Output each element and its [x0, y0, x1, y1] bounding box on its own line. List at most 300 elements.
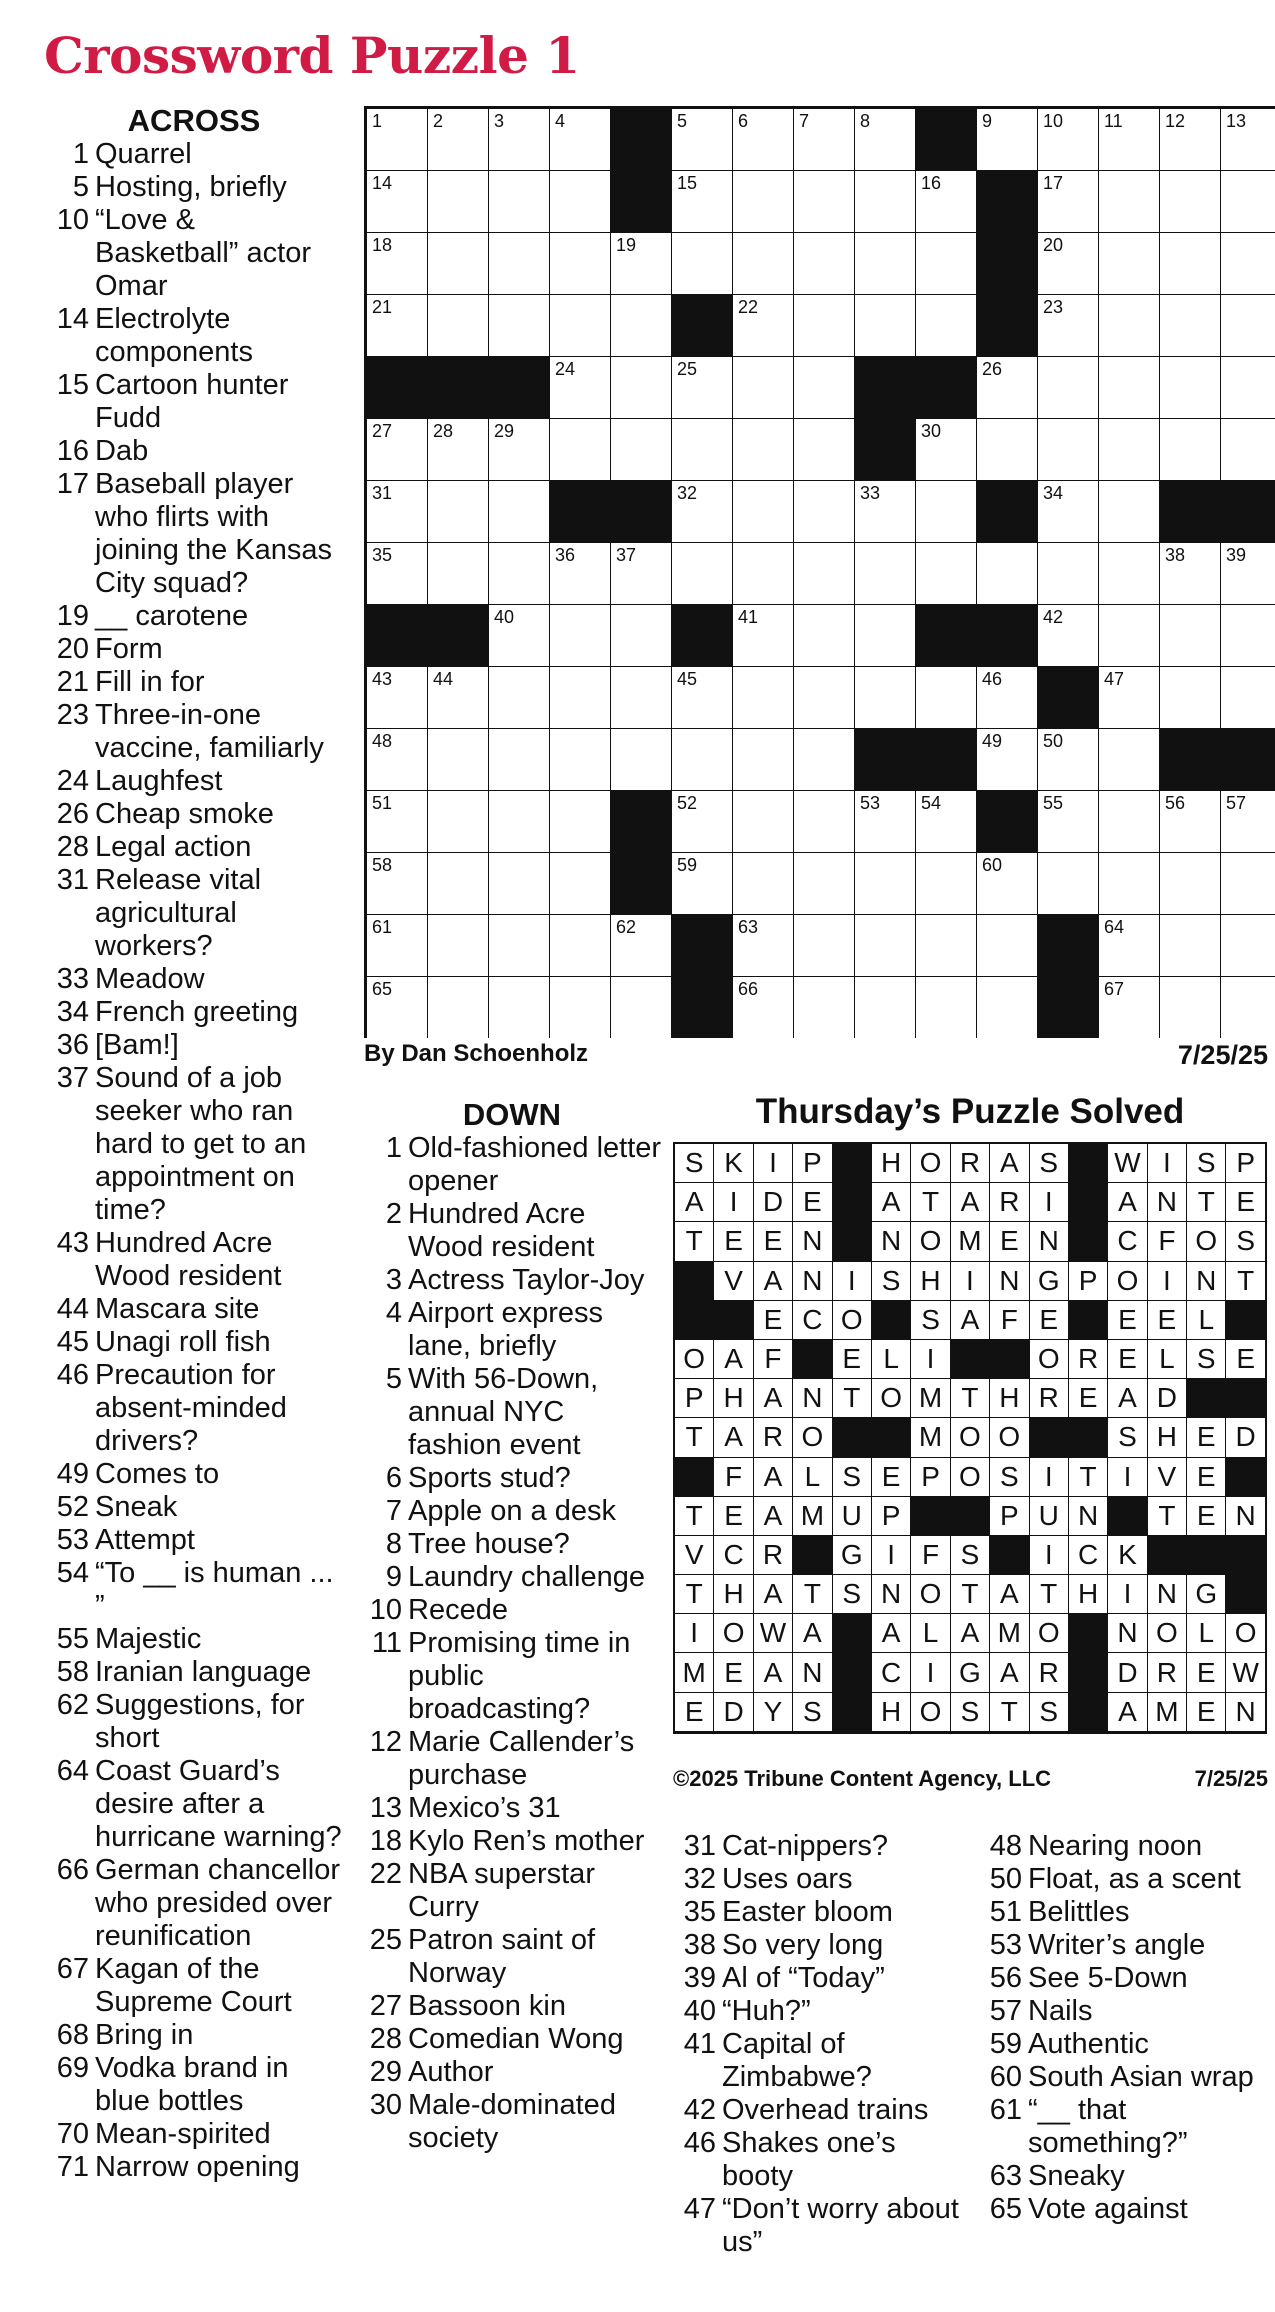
grid-cell[interactable]	[794, 853, 854, 914]
grid-cell[interactable]	[611, 295, 671, 356]
grid-cell[interactable]	[855, 977, 915, 1038]
grid-cell[interactable]	[794, 171, 854, 232]
grid-cell[interactable]	[672, 853, 732, 914]
grid-cell[interactable]	[428, 667, 488, 728]
grid-cell[interactable]	[428, 233, 488, 294]
grid-cell[interactable]	[550, 543, 610, 604]
grid-cell[interactable]	[733, 109, 793, 170]
clue-text: Overhead trains	[722, 2094, 929, 2126]
grid-cell[interactable]	[916, 853, 976, 914]
grid-cell[interactable]	[794, 791, 854, 852]
solution-cell: E	[1187, 1458, 1225, 1496]
solution-block	[833, 1144, 871, 1182]
grid-cell[interactable]	[1099, 915, 1159, 976]
grid-cell[interactable]	[1221, 357, 1275, 418]
grid-cell[interactable]	[428, 729, 488, 790]
grid-cell[interactable]	[855, 543, 915, 604]
clue-text: Form	[95, 633, 163, 665]
grid-cell[interactable]	[1038, 295, 1098, 356]
grid-cell[interactable]	[489, 233, 549, 294]
grid-cell[interactable]	[733, 605, 793, 666]
grid-cell[interactable]	[489, 977, 549, 1038]
grid-cell[interactable]	[1099, 605, 1159, 666]
grid-cell[interactable]	[855, 915, 915, 976]
grid-cell[interactable]	[367, 915, 427, 976]
grid-cell[interactable]	[855, 605, 915, 666]
solution-block	[990, 1340, 1028, 1378]
solution-cell: S	[793, 1693, 831, 1731]
grid-cell[interactable]	[367, 109, 427, 170]
solution-cell: G	[1187, 1575, 1225, 1613]
grid-cell[interactable]	[1038, 543, 1098, 604]
cell-number: 58	[372, 855, 393, 875]
grid-cell[interactable]	[1099, 791, 1159, 852]
grid-cell[interactable]	[550, 171, 610, 232]
grid-cell[interactable]	[855, 171, 915, 232]
grid-cell[interactable]	[733, 667, 793, 728]
solution-cell: A	[1108, 1183, 1146, 1221]
cell-number: 15	[677, 173, 698, 193]
grid-cell[interactable]	[1160, 295, 1220, 356]
clue-text: Fill in for	[95, 666, 205, 698]
grid-cell[interactable]	[428, 109, 488, 170]
clue-text: So very long	[722, 1929, 884, 1961]
grid-cell[interactable]	[367, 791, 427, 852]
solution-cell: K	[1108, 1536, 1146, 1574]
grid-cell[interactable]	[1221, 853, 1275, 914]
grid-cell[interactable]	[855, 109, 915, 170]
grid-cell[interactable]	[550, 915, 610, 976]
solution-cell: E	[1148, 1301, 1186, 1339]
grid-cell[interactable]	[550, 233, 610, 294]
clue-text: Authentic	[1028, 2028, 1149, 2060]
grid-cell[interactable]	[1099, 233, 1159, 294]
solution-block	[872, 1418, 910, 1456]
grid-cell[interactable]	[1038, 171, 1098, 232]
clue-text: Meadow	[95, 963, 205, 995]
grid-cell[interactable]	[1221, 295, 1275, 356]
cell-number: 53	[860, 793, 881, 813]
clue-text: __ carotene	[95, 600, 249, 632]
clue-text: Legal action	[95, 831, 252, 863]
down-clue-63	[980, 2160, 1274, 2193]
cell-number: 37	[616, 545, 637, 565]
solution-block	[990, 1536, 1028, 1574]
grid-cell[interactable]	[611, 543, 671, 604]
cell-number: 55	[1043, 793, 1064, 813]
grid-cell[interactable]	[1099, 729, 1159, 790]
grid-cell[interactable]	[1160, 419, 1220, 480]
grid-cell[interactable]	[1160, 915, 1220, 976]
grid-cell[interactable]	[550, 109, 610, 170]
grid-cell[interactable]	[1038, 791, 1098, 852]
grid-cell[interactable]	[672, 667, 732, 728]
grid-cell[interactable]	[489, 729, 549, 790]
grid-cell[interactable]	[489, 915, 549, 976]
grid-cell[interactable]	[428, 977, 488, 1038]
grid-cell[interactable]	[1038, 605, 1098, 666]
solution-cell: H	[1148, 1418, 1186, 1456]
grid-cell[interactable]	[1099, 357, 1159, 418]
grid-cell[interactable]	[611, 729, 671, 790]
grid-cell[interactable]	[733, 295, 793, 356]
grid-cell[interactable]	[611, 915, 671, 976]
grid-cell[interactable]	[672, 171, 732, 232]
clue-number: 1	[72, 138, 89, 170]
grid-cell[interactable]	[672, 357, 732, 418]
solution-cell: M	[911, 1418, 949, 1456]
grid-cell[interactable]	[794, 233, 854, 294]
grid-cell[interactable]	[916, 171, 976, 232]
across-clue-55	[44, 1623, 344, 1656]
grid-cell[interactable]	[1221, 915, 1275, 976]
grid-cell[interactable]	[733, 171, 793, 232]
grid-cell[interactable]	[1038, 729, 1098, 790]
grid-cell[interactable]	[672, 791, 732, 852]
grid-cell[interactable]	[1221, 977, 1275, 1038]
clue-text: Attempt	[95, 1524, 195, 1556]
across-clue-list	[44, 138, 344, 2184]
grid-cell[interactable]	[550, 729, 610, 790]
grid-cell[interactable]	[550, 295, 610, 356]
grid-cell[interactable]	[977, 667, 1037, 728]
cell-number: 5	[677, 111, 688, 131]
solution-cell: H	[872, 1693, 910, 1731]
solution-cell: O	[990, 1418, 1028, 1456]
clue-number: 8	[385, 1528, 402, 1560]
cell-number: 67	[1104, 979, 1125, 999]
solution-block	[951, 1340, 989, 1378]
solution-cell: Y	[754, 1693, 792, 1731]
grid-cell[interactable]	[672, 109, 732, 170]
grid-cell[interactable]	[428, 419, 488, 480]
solution-cell: P	[793, 1144, 831, 1182]
grid-cell[interactable]	[550, 605, 610, 666]
grid-cell[interactable]	[1099, 171, 1159, 232]
grid-cell[interactable]	[489, 481, 549, 542]
clue-text: Promising time in public broadcasting?	[408, 1627, 631, 1725]
grid-cell[interactable]	[977, 977, 1037, 1038]
solution-block	[1226, 1575, 1264, 1613]
grid-cell[interactable]	[1221, 543, 1275, 604]
grid-cell[interactable]	[733, 419, 793, 480]
grid-cell[interactable]	[977, 419, 1037, 480]
grid-cell[interactable]	[855, 791, 915, 852]
grid-cell[interactable]	[550, 977, 610, 1038]
solution-cell: I	[833, 1262, 871, 1300]
grid-cell[interactable]	[1099, 109, 1159, 170]
solution-block	[714, 1301, 752, 1339]
cell-number: 33	[860, 483, 881, 503]
grid-cell[interactable]	[794, 915, 854, 976]
clue-number: 65	[989, 2193, 1022, 2225]
grid-cell[interactable]	[794, 419, 854, 480]
cell-number: 13	[1226, 111, 1247, 131]
solution-block	[1226, 1458, 1264, 1496]
grid-cell[interactable]	[672, 481, 732, 542]
grid-cell[interactable]	[1160, 605, 1220, 666]
grid-cell[interactable]	[489, 543, 549, 604]
grid-cell[interactable]	[794, 543, 854, 604]
grid-cell[interactable]	[794, 605, 854, 666]
grid-cell[interactable]	[1160, 977, 1220, 1038]
grid-cell[interactable]	[794, 667, 854, 728]
grid-cell[interactable]	[1038, 853, 1098, 914]
grid-cell[interactable]	[794, 481, 854, 542]
solution-cell: A	[951, 1614, 989, 1652]
solution-cell: E	[833, 1340, 871, 1378]
clue-text: Three-in-one vaccine, familiarly	[95, 699, 324, 764]
clue-text: Shakes one’s booty	[722, 2127, 896, 2192]
solution-cell: C	[872, 1653, 910, 1691]
grid-cell[interactable]	[1221, 419, 1275, 480]
grid-cell[interactable]	[489, 791, 549, 852]
clue-number: 57	[989, 1995, 1022, 2027]
solution-cell: A	[754, 1575, 792, 1613]
grid-cell[interactable]	[367, 853, 427, 914]
solution-cell: E	[1108, 1301, 1146, 1339]
grid-cell[interactable]	[611, 605, 671, 666]
grid-cell[interactable]	[855, 481, 915, 542]
clue-text: Precaution for absent-minded drivers?	[95, 1359, 287, 1457]
grid-cell[interactable]	[489, 605, 549, 666]
grid-cell[interactable]	[367, 295, 427, 356]
grid-cell[interactable]	[855, 233, 915, 294]
grid-cell[interactable]	[1221, 791, 1275, 852]
clue-text: Vote against	[1028, 2193, 1188, 2225]
solution-cell: U	[833, 1497, 871, 1535]
clue-text: Electrolyte components	[95, 303, 253, 368]
grid-cell[interactable]	[611, 233, 671, 294]
grid-cell[interactable]	[1038, 357, 1098, 418]
grid-cell[interactable]	[916, 915, 976, 976]
grid-cell[interactable]	[428, 791, 488, 852]
grid-cell[interactable]	[1221, 233, 1275, 294]
grid-block	[916, 605, 976, 666]
grid-cell[interactable]	[794, 729, 854, 790]
solution-cell: E	[675, 1693, 713, 1731]
grid-cell[interactable]	[367, 729, 427, 790]
clue-text: Kagan of the Supreme Court	[95, 1953, 292, 2018]
across-clue-69	[44, 2052, 344, 2118]
cell-number: 25	[677, 359, 698, 379]
grid-cell[interactable]	[794, 295, 854, 356]
clue-text: Release vital agricultural workers?	[95, 864, 262, 962]
grid-cell[interactable]	[489, 109, 549, 170]
grid-cell[interactable]	[1160, 357, 1220, 418]
clue-text: Recede	[408, 1594, 508, 1626]
grid-cell[interactable]	[672, 233, 732, 294]
solution-cell: T	[675, 1222, 713, 1260]
grid-cell[interactable]	[733, 915, 793, 976]
grid-cell[interactable]	[428, 295, 488, 356]
grid-cell[interactable]	[855, 667, 915, 728]
grid-cell[interactable]	[916, 295, 976, 356]
grid-cell[interactable]	[489, 419, 549, 480]
solution-cell: T	[675, 1418, 713, 1456]
grid-cell[interactable]	[550, 791, 610, 852]
grid-block	[550, 481, 610, 542]
grid-cell[interactable]	[611, 667, 671, 728]
cell-number: 14	[372, 173, 393, 193]
grid-cell[interactable]	[367, 233, 427, 294]
grid-cell[interactable]	[550, 419, 610, 480]
grid-cell[interactable]	[550, 357, 610, 418]
clue-text: Sneak	[95, 1491, 178, 1523]
grid-cell[interactable]	[733, 791, 793, 852]
cell-number: 24	[555, 359, 576, 379]
grid-cell[interactable]	[672, 729, 732, 790]
grid-cell[interactable]	[794, 357, 854, 418]
grid-cell[interactable]	[1099, 543, 1159, 604]
cell-number: 18	[372, 235, 393, 255]
cell-number: 54	[921, 793, 942, 813]
grid-cell[interactable]	[1160, 109, 1220, 170]
grid-cell[interactable]	[428, 171, 488, 232]
grid-cell[interactable]	[1221, 605, 1275, 666]
grid-cell[interactable]	[1221, 171, 1275, 232]
grid-cell[interactable]	[1038, 109, 1098, 170]
grid-cell[interactable]	[1099, 667, 1159, 728]
solution-cell: O	[1226, 1614, 1264, 1652]
across-clue-71	[44, 2151, 344, 2184]
grid-cell[interactable]	[733, 729, 793, 790]
grid-cell[interactable]	[1038, 481, 1098, 542]
grid-cell[interactable]	[977, 853, 1037, 914]
grid-cell[interactable]	[1099, 419, 1159, 480]
grid-cell[interactable]	[489, 667, 549, 728]
clue-text: Dab	[95, 435, 149, 467]
across-clue-49	[44, 1458, 344, 1491]
grid-cell[interactable]	[550, 853, 610, 914]
solution-cell: D	[754, 1183, 792, 1221]
grid-cell[interactable]	[1099, 295, 1159, 356]
grid-cell[interactable]	[367, 171, 427, 232]
across-clue-15	[44, 369, 344, 435]
grid-cell[interactable]	[977, 729, 1037, 790]
clue-number: 53	[56, 1524, 89, 1556]
down-clue-60	[980, 2061, 1274, 2094]
solution-cell: O	[951, 1418, 989, 1456]
clue-text: Sports stud?	[408, 1462, 571, 1494]
grid-cell[interactable]	[733, 543, 793, 604]
solution-cell: A	[872, 1183, 910, 1221]
clue-text: Sneaky	[1028, 2160, 1125, 2192]
solution-cell: I	[675, 1614, 713, 1652]
grid-cell[interactable]	[916, 543, 976, 604]
solution-cell: L	[911, 1614, 949, 1652]
grid-cell[interactable]	[428, 543, 488, 604]
cell-number: 43	[372, 669, 393, 689]
grid-cell[interactable]	[977, 357, 1037, 418]
grid-cell[interactable]	[611, 357, 671, 418]
across-heading: ACROSS	[127, 103, 261, 138]
grid-cell[interactable]	[428, 481, 488, 542]
clue-text: Kylo Ren’s mother	[408, 1825, 645, 1857]
grid-cell[interactable]	[611, 977, 671, 1038]
grid-cell[interactable]	[367, 667, 427, 728]
solution-block	[1226, 1379, 1264, 1417]
solution-cell: N	[1226, 1693, 1264, 1731]
cell-number: 66	[738, 979, 759, 999]
cell-number: 27	[372, 421, 393, 441]
copyright: ©2025 Tribune Content Agency, LLC	[673, 1766, 1052, 1791]
grid-cell[interactable]	[367, 977, 427, 1038]
grid-cell[interactable]	[733, 977, 793, 1038]
grid-cell[interactable]	[1038, 419, 1098, 480]
grid-cell[interactable]	[794, 109, 854, 170]
solution-cell: I	[754, 1144, 792, 1182]
grid-cell[interactable]	[672, 419, 732, 480]
grid-cell[interactable]	[1160, 233, 1220, 294]
grid-cell[interactable]	[733, 233, 793, 294]
grid-cell[interactable]	[794, 977, 854, 1038]
grid-cell[interactable]	[1099, 481, 1159, 542]
grid-cell[interactable]	[428, 853, 488, 914]
grid-block	[1160, 729, 1220, 790]
solution-cell: O	[911, 1144, 949, 1182]
grid-cell[interactable]	[855, 295, 915, 356]
grid-cell[interactable]	[733, 481, 793, 542]
grid-cell[interactable]	[916, 419, 976, 480]
grid-cell[interactable]	[489, 295, 549, 356]
clue-number: 1	[385, 1132, 402, 1164]
grid-cell[interactable]	[977, 543, 1037, 604]
grid-cell[interactable]	[1221, 667, 1275, 728]
grid-cell[interactable]	[1038, 233, 1098, 294]
grid-cell[interactable]	[916, 791, 976, 852]
grid-cell[interactable]	[428, 915, 488, 976]
solution-cell: R	[754, 1536, 792, 1574]
grid-cell[interactable]	[1099, 853, 1159, 914]
grid-cell[interactable]	[916, 481, 976, 542]
grid-block	[977, 791, 1037, 852]
grid-cell[interactable]	[367, 543, 427, 604]
grid-cell[interactable]	[1160, 791, 1220, 852]
grid-cell[interactable]	[977, 109, 1037, 170]
grid-cell[interactable]	[1160, 667, 1220, 728]
grid-cell[interactable]	[1160, 853, 1220, 914]
grid-cell[interactable]	[489, 171, 549, 232]
grid-cell[interactable]	[733, 357, 793, 418]
grid-cell[interactable]	[1160, 171, 1220, 232]
clue-number: 2	[385, 1198, 402, 1230]
grid-cell[interactable]	[672, 543, 732, 604]
cell-number: 39	[1226, 545, 1247, 565]
down-clue-40	[672, 1995, 972, 2028]
down-clue-42	[672, 2094, 972, 2127]
grid-cell[interactable]	[855, 853, 915, 914]
across-clue-21	[44, 666, 344, 699]
grid-cell[interactable]	[1099, 977, 1159, 1038]
grid-cell[interactable]	[1221, 109, 1275, 170]
grid-cell[interactable]	[1160, 543, 1220, 604]
grid-cell[interactable]	[916, 977, 976, 1038]
grid-cell[interactable]	[916, 233, 976, 294]
grid-cell[interactable]	[611, 419, 671, 480]
grid-cell[interactable]	[367, 419, 427, 480]
grid-cell[interactable]	[489, 853, 549, 914]
clue-text: Writer’s angle	[1028, 1929, 1206, 1961]
grid-cell[interactable]	[550, 667, 610, 728]
grid-cell[interactable]	[733, 853, 793, 914]
grid-cell[interactable]	[367, 481, 427, 542]
grid-cell[interactable]	[916, 667, 976, 728]
grid-cell[interactable]	[977, 915, 1037, 976]
down-clues	[362, 1098, 662, 2155]
solution-cell: S	[1187, 1144, 1225, 1182]
cell-number: 65	[372, 979, 393, 999]
